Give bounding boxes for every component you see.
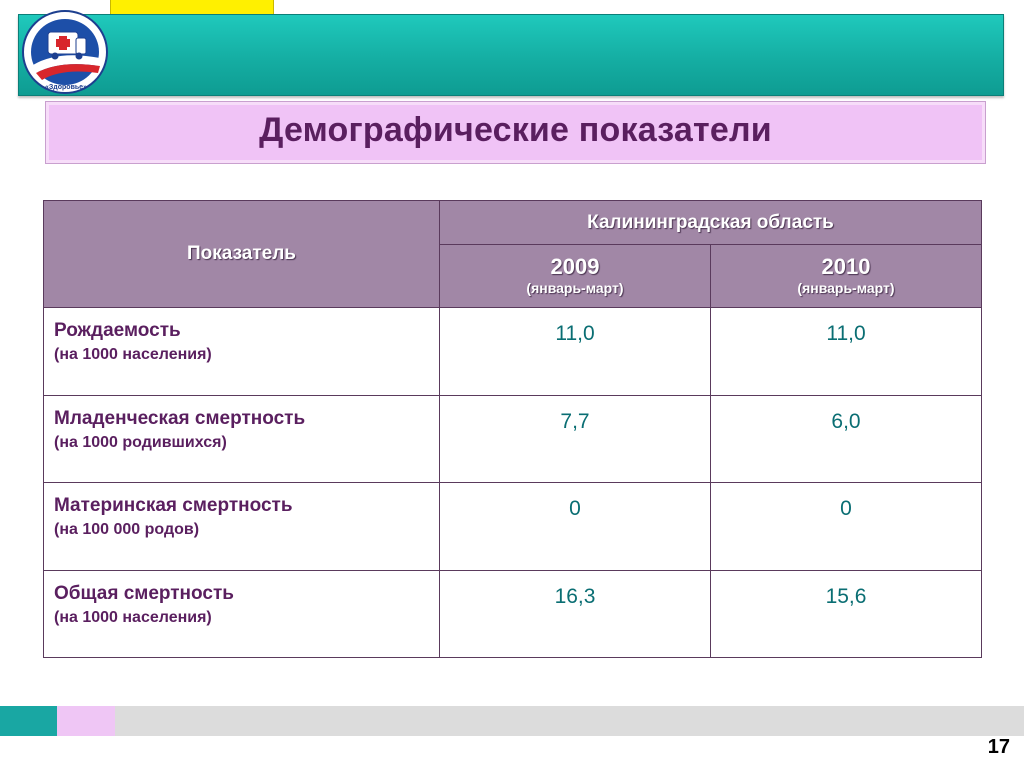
indicator-name: Материнская смертность xyxy=(54,495,293,516)
table-row xyxy=(44,395,982,483)
value-2009: 16,3 xyxy=(440,570,711,658)
period-label: (январь-март) xyxy=(797,280,895,296)
header-indicator: Показатель xyxy=(44,201,440,308)
value-2010: 0 xyxy=(711,483,982,571)
header-year-2009 xyxy=(440,245,711,308)
row-label xyxy=(44,308,440,396)
period-label: (январь-март) xyxy=(526,280,624,296)
header-band xyxy=(18,14,1004,96)
footer-accent-pink xyxy=(57,706,115,736)
indicator-unit: (на 1000 населения) xyxy=(54,608,212,626)
page-title: Демографические показатели xyxy=(259,111,772,149)
year-label: 2009 xyxy=(550,254,600,279)
indicator-name: Рождаемость xyxy=(54,320,181,341)
table-row xyxy=(44,308,982,396)
title-box xyxy=(45,101,986,164)
table-row xyxy=(44,483,982,571)
row-label xyxy=(44,395,440,483)
footer-bar xyxy=(0,706,1024,736)
value-2009: 11,0 xyxy=(440,308,711,396)
footer-accent-teal xyxy=(0,706,57,736)
value-2010: 6,0 xyxy=(711,395,982,483)
header-year-2010 xyxy=(711,245,982,308)
indicator-unit: (на 1000 населения) xyxy=(54,346,212,363)
value-2010: 11,0 xyxy=(711,308,982,396)
page-number: 17 xyxy=(987,736,1010,758)
svg-text:«Здоровье»: «Здоровье» xyxy=(45,84,87,91)
value-2009: 0 xyxy=(440,483,711,571)
ambulance-emblem-icon xyxy=(18,10,118,96)
value-2010: 15,6 xyxy=(711,570,982,658)
header-region: Калининградская область xyxy=(440,201,982,245)
row-label xyxy=(44,483,440,571)
table-row xyxy=(44,570,982,658)
indicator-unit: (на 1000 родившихся) xyxy=(54,433,227,451)
year-label: 2010 xyxy=(821,254,871,279)
indicator-unit: (на 100 000 родов) xyxy=(54,521,200,538)
value-2009: 7,7 xyxy=(440,395,711,483)
demographic-table xyxy=(43,200,982,658)
row-label xyxy=(44,570,440,658)
indicator-name: Младенческая смертность xyxy=(54,407,306,429)
indicator-name: Общая смертность xyxy=(54,582,234,604)
